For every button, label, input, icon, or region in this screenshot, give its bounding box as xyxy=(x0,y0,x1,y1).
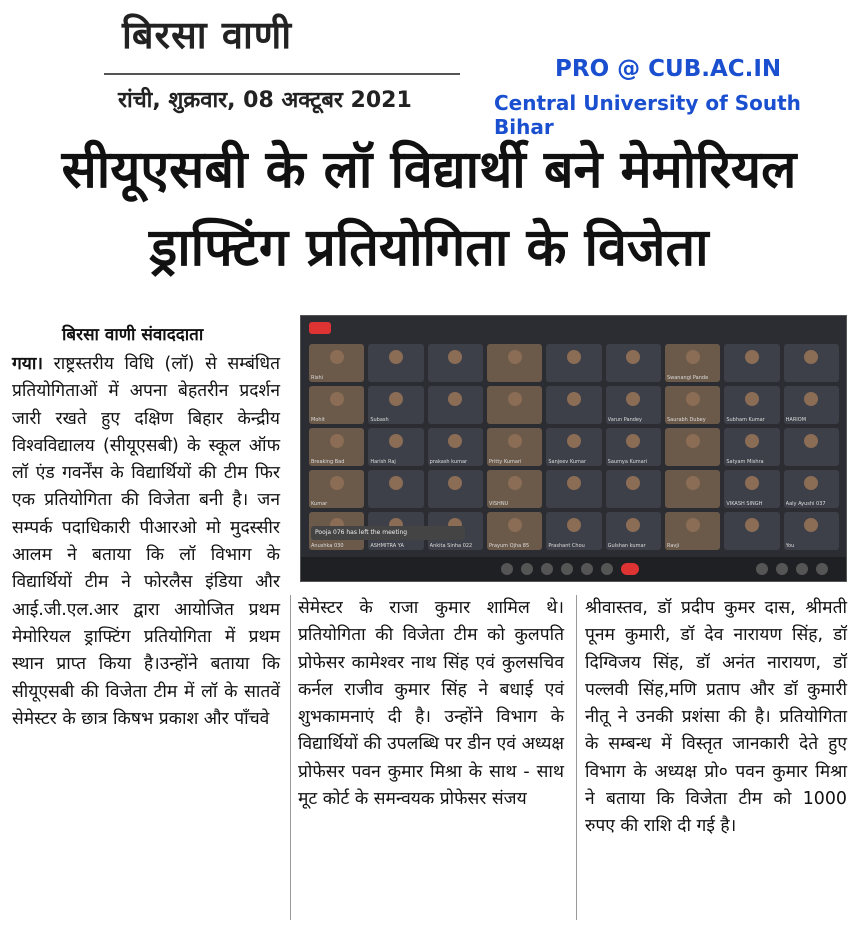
column-divider xyxy=(576,595,577,920)
participant-name: Subham Kumar xyxy=(726,417,765,423)
avatar xyxy=(567,392,581,406)
article-column-1 xyxy=(12,351,280,733)
avatar xyxy=(745,518,759,532)
avatar xyxy=(804,434,818,448)
mic-icon xyxy=(501,563,513,575)
participant-name: ASHMITRA YA xyxy=(370,543,404,549)
avatar xyxy=(567,434,581,448)
participant-tile xyxy=(724,470,779,508)
avatar xyxy=(745,392,759,406)
participant-name: You xyxy=(785,543,795,549)
participant-tile xyxy=(665,386,720,424)
participant-tile xyxy=(487,344,542,382)
participant-tile xyxy=(428,344,483,382)
avatar xyxy=(330,392,344,406)
participant-name: VIKASH SINGH xyxy=(726,501,763,507)
avatar xyxy=(389,434,403,448)
video-conference-photo xyxy=(300,315,847,582)
avatar xyxy=(567,350,581,364)
avatar xyxy=(626,476,640,490)
participant-tile xyxy=(546,344,601,382)
participant-tile xyxy=(665,344,720,382)
participant-tile xyxy=(724,512,779,550)
avatar xyxy=(686,392,700,406)
participant-tile xyxy=(665,428,720,466)
participant-tile xyxy=(606,470,661,508)
participant-tile xyxy=(309,428,364,466)
avatar xyxy=(745,434,759,448)
participant-tile xyxy=(487,386,542,424)
captions-icon xyxy=(541,563,553,575)
participant-tile xyxy=(546,386,601,424)
avatar xyxy=(508,434,522,448)
participant-name: HARIOM xyxy=(785,417,807,423)
participant-tile xyxy=(784,428,839,466)
dateline: रांची, शुक्रवार, 08 अक्टूबर 2021 xyxy=(118,88,412,113)
participant-tile xyxy=(546,470,601,508)
participant-name: Satyam Mishra xyxy=(726,459,764,465)
participant-tile xyxy=(784,386,839,424)
avatar xyxy=(626,392,640,406)
avatar xyxy=(330,434,344,448)
participant-tile xyxy=(546,512,601,550)
participant-name: Subash xyxy=(370,417,389,423)
headline-line-2: ड्राफ्टिंग प्रतियोगिता के विजेता xyxy=(149,218,709,278)
participant-name: Ankita Sinha 022 xyxy=(429,543,473,549)
avatar xyxy=(804,476,818,490)
avatar xyxy=(626,518,640,532)
more-icon xyxy=(601,563,613,575)
avatar xyxy=(686,476,700,490)
avatar xyxy=(686,434,700,448)
masthead: बिरसा वाणी xyxy=(122,13,293,57)
camera-icon xyxy=(521,563,533,575)
participant-tile xyxy=(368,386,423,424)
participant-tile xyxy=(428,386,483,424)
column-divider xyxy=(290,595,291,920)
avatar xyxy=(626,434,640,448)
avatar xyxy=(448,392,462,406)
activities-icon xyxy=(816,563,828,575)
participant-name: Sanjeev Kumar xyxy=(548,459,587,465)
masthead-rule xyxy=(104,73,460,75)
meeting-toast: Pooja 076 has left the meeting xyxy=(311,526,465,540)
participant-tile xyxy=(546,428,601,466)
avatar xyxy=(448,476,462,490)
avatar xyxy=(567,518,581,532)
present-icon xyxy=(581,563,593,575)
chat-icon xyxy=(796,563,808,575)
article-column-1-text: राष्ट्रस्तरीय विधि (लॉ) से सम्बंधित प्रतियोगिताओं में अपना बेहतरीन प्रदर्शन जारी रखते हुए दक्षिण बिहार केन्द्रीय विश्वविद्यालय (सीयूएसबी) के स्कूल ऑफ लॉ एंड गवर्नेंस के विद्यार्थियों की टीम फिर एक प्रतियोगिता की विजेता बनी है। जन सम्पर्क पदाधिकारी पीआरओ मो मुदस्सीर आलम ने बताया कि लॉ विभाग के विद्यार्थियों टीम ने फोरलैस इंडिया और आई.जी.एल.आर द्वारा आयोजित प्रथम मेमोरियल ड्राफ्टिंग प्रतियोगिता में प्रथम स्थान प्राप्त किया है।उन्होंने बताया कि सीयूएसबी की विजेता टीम में लॉ के सातवें सेमेस्टर के छात्र किषभ प्रकाश और पाँचवे xyxy=(12,354,280,729)
article-column-3: श्रीवास्तव, डॉ प्रदीप कुमर दास, श्रीमती पूनम कुमारी, डॉ देव नारायण सिंह, डॉ दिग्विजय सिंह, डॉ अनंत नारायण, डॉ पल्लवी सिंह,मणि प्रताप और डॉ कुमारी नीतू ने उनकी प्रशंसा की है। प्रतियोगिता के सम्बन्ध में विस्तृत जानकारी देते हुए विभाग के अध्यक्ष प्रो० पवन कुमार मिश्रा ने बताया कि विजेता टीम को 1000 रुपए की राशि दी गई है। xyxy=(585,598,847,837)
participant-tile xyxy=(309,344,364,382)
participant-tile xyxy=(606,512,661,550)
avatar xyxy=(448,350,462,364)
avatar xyxy=(626,350,640,364)
participant-tile xyxy=(428,470,483,508)
participant-tile xyxy=(487,470,542,508)
avatar xyxy=(508,350,522,364)
avatar xyxy=(330,476,344,490)
participant-tile xyxy=(665,512,720,550)
participant-name: Aaly Ayushi 037 xyxy=(785,501,826,507)
meeting-controls xyxy=(301,557,846,581)
avatar xyxy=(686,350,700,364)
recording-indicator xyxy=(309,322,331,334)
participant-tile xyxy=(665,470,720,508)
participant-name: Kumar xyxy=(311,501,328,507)
people-icon xyxy=(776,563,788,575)
participant-name: prakash kumar xyxy=(429,459,468,465)
participant-tile xyxy=(309,386,364,424)
participant-tile xyxy=(784,344,839,382)
participant-tile xyxy=(724,428,779,466)
participant-name: Rishi xyxy=(311,375,324,381)
participant-tile xyxy=(487,428,542,466)
byline: बिरसा वाणी संवाददाता xyxy=(62,325,204,345)
participant-name: Prayum Ojha 85 xyxy=(488,543,530,549)
participant-name: Gulshan kumar xyxy=(607,543,646,549)
end-call-icon xyxy=(621,563,639,575)
participant-tile xyxy=(724,386,779,424)
participant-name: Varun Pandey xyxy=(607,417,642,423)
avatar xyxy=(567,476,581,490)
participant-grid xyxy=(309,344,839,550)
participant-tile xyxy=(784,512,839,550)
avatar xyxy=(508,392,522,406)
participant-name: Saumya Kumari xyxy=(607,459,648,465)
participant-name: Saurabh Dubey xyxy=(666,417,706,423)
participant-name: Mohit xyxy=(311,417,325,423)
avatar xyxy=(330,350,344,364)
pro-email: PRO @ CUB.AC.IN xyxy=(555,56,782,82)
participant-name: VISHNU xyxy=(488,501,509,507)
participant-tile xyxy=(784,470,839,508)
avatar xyxy=(804,392,818,406)
participant-tile xyxy=(606,344,661,382)
participant-tile xyxy=(606,386,661,424)
participant-tile xyxy=(428,428,483,466)
participant-tile xyxy=(368,344,423,382)
participant-name: Ravji xyxy=(666,543,680,549)
participant-name: Anushka 030 xyxy=(311,543,344,549)
university-name: Central University of South Bihar xyxy=(494,91,801,139)
avatar xyxy=(448,434,462,448)
participant-name: Pritty Kumari xyxy=(488,459,522,465)
avatar xyxy=(804,350,818,364)
avatar xyxy=(745,350,759,364)
participant-tile xyxy=(309,470,364,508)
article-column-2: सेमेस्टर के राजा कुमार शामिल थे। प्रतियोगिता की विजेता टीम को कुलपति प्रोफेसर कामेश्वर नाथ सिंह एवं कुलसचिव कर्नल राजीव कुमार सिंह ने बधाई एवं शुभकामनाएं दी है। उन्होंने विभाग के विद्यार्थियों की उपलब्धि पर डीन एवं अध्यक्ष प्रोफेसर पवन कुमार मिश्रा के साथ - साथ मूट कोर्ट के समन्वयक प्रोफेसर संजय xyxy=(298,598,564,810)
avatar xyxy=(686,518,700,532)
avatar xyxy=(745,476,759,490)
avatar xyxy=(389,392,403,406)
participant-name: Harish Raj xyxy=(370,459,396,465)
headline-line-1: सीयूएसबी के लॉ विद्यार्थी बने मेमोरियल xyxy=(61,140,797,200)
article-place: गया। xyxy=(12,354,43,374)
avatar xyxy=(804,518,818,532)
participant-name: Swanangi Pande xyxy=(666,375,709,381)
avatar xyxy=(389,476,403,490)
hand-icon xyxy=(561,563,573,575)
avatar xyxy=(389,350,403,364)
avatar xyxy=(508,518,522,532)
participant-tile xyxy=(368,428,423,466)
participant-tile xyxy=(487,512,542,550)
participant-name: Breaking Bad xyxy=(311,459,345,465)
participant-tile xyxy=(724,344,779,382)
info-icon xyxy=(756,563,768,575)
participant-tile xyxy=(368,470,423,508)
participant-name: Prashant Chou xyxy=(548,543,585,549)
avatar xyxy=(508,476,522,490)
participant-tile xyxy=(606,428,661,466)
